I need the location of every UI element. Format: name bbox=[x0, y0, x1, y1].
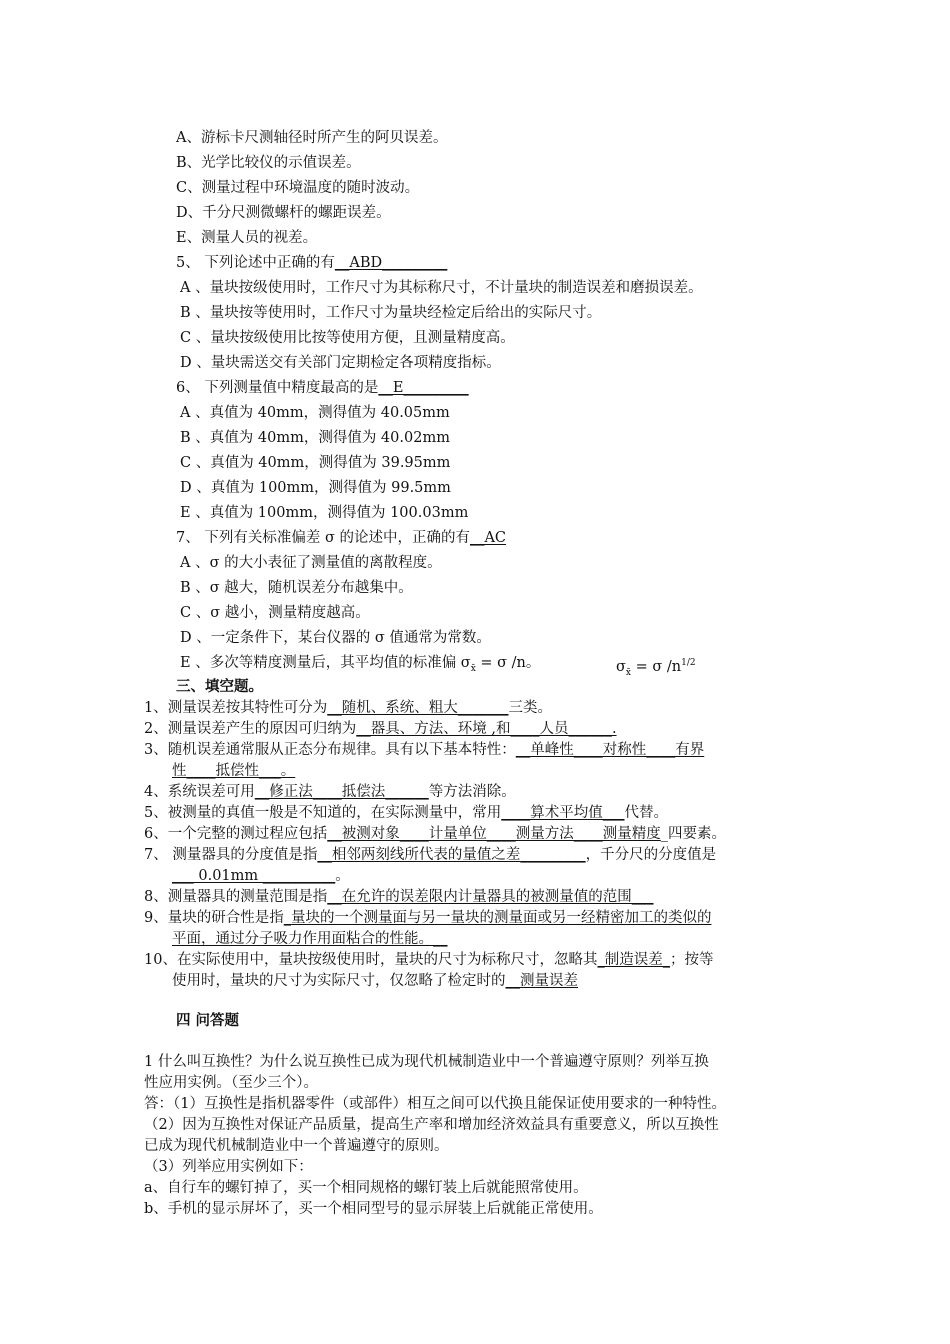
fill-5-pre: 5、被测量的真值一般是不知道的，在实际测量中，常用 bbox=[144, 805, 502, 821]
fill-7-post: ，千分尺的分度值是 bbox=[585, 847, 717, 863]
fill-7-pre: 7、 测量器具的分度值是指 bbox=[144, 847, 318, 863]
fill-10-cont-text: 使用时，量块的尺寸为实际尺寸，仅忽略了检定时的 bbox=[172, 973, 506, 989]
fill-6 bbox=[144, 825, 726, 843]
fill-9-pre: 9、量块的研合性是指 bbox=[144, 910, 284, 926]
fill-2 bbox=[144, 720, 617, 738]
q5-stem bbox=[176, 254, 447, 272]
q7-alt-eq: = σ /n bbox=[630, 659, 682, 675]
q7-option-e-eq: = σ /n。 bbox=[475, 655, 541, 671]
fill-4-post: 等方法消除。 bbox=[428, 784, 516, 800]
fill-7-answer: __相邻两刻线所代表的量值之差_________ bbox=[317, 847, 586, 863]
fill-1-answer: __随机、系统、粗大_______ bbox=[327, 700, 509, 716]
fill-6-post: _四要素。 bbox=[660, 826, 726, 842]
fill-10-answer-2: __测量误差 bbox=[505, 973, 578, 989]
section4-title: 四 问答题 bbox=[176, 1013, 240, 1029]
fill-1-pre: 1、测量误差按其特性可分为 bbox=[144, 700, 328, 716]
fill-10-mid: ；按等 bbox=[669, 952, 714, 968]
fill-5 bbox=[144, 804, 668, 822]
q7-answer: __AC bbox=[469, 530, 507, 546]
q7-alt-exp: 1/2 bbox=[681, 658, 696, 668]
q5-option-d: D 、量块需送交有关部门定期检定各项精度指标。 bbox=[180, 355, 501, 371]
qa1-example-a: a、自行车的螺钉掉了，买一个相同规格的螺钉装上后就能照常使用。 bbox=[144, 1180, 588, 1196]
fill-10-cont bbox=[172, 972, 578, 990]
q6-option-a: A 、真值为 40mm，测得值为 40.05mm bbox=[180, 405, 450, 421]
fill-6-pre: 6、一个完整的测过程应包括 bbox=[144, 826, 328, 842]
fill-3 bbox=[144, 741, 704, 759]
fill-3-answer-cont: 性____抵偿性___。 bbox=[172, 763, 296, 779]
q6-option-c: C 、真值为 40mm，测得值为 39.95mm bbox=[180, 455, 451, 471]
fill-2-answer: __器具、方法、环境 ,和____人员______. bbox=[356, 721, 617, 737]
q7-stem bbox=[176, 529, 506, 547]
q7-option-a: A 、σ 的大小表征了测量值的离散程度。 bbox=[180, 555, 442, 571]
q5-answer: __ABD_________ bbox=[334, 255, 448, 271]
q7-option-e-sub: x̄ bbox=[470, 664, 476, 674]
q6-option-d: D 、真值为 100mm，测得值为 99.5mm bbox=[180, 480, 451, 496]
q7-stem-text: 7、 下列有关标准偏差 σ 的论述中，正确的有 bbox=[176, 530, 470, 546]
fill-4-pre: 4、系统误差可用 bbox=[144, 784, 255, 800]
fill-10 bbox=[144, 951, 713, 969]
fill-4-answer: __修正法____抵偿法______ bbox=[254, 784, 429, 800]
q7-option-c: C 、σ 越小，测量精度越高。 bbox=[180, 605, 370, 621]
fill-3-pre: 3、随机误差通常服从正态分布规律。具有以下基本特性： bbox=[144, 742, 516, 758]
q4-option-d: D、千分尺测微螺杆的螺距误差。 bbox=[176, 205, 391, 221]
q4-option-a: A、游标卡尺测轴径时所产生的阿贝误差。 bbox=[176, 130, 448, 146]
q6-option-e: E 、真值为 100mm，测得值为 100.03mm bbox=[180, 505, 469, 521]
fill-7-answer-cont: ___ 0.01mm __________ bbox=[172, 868, 336, 884]
qa1-answer-2-line1: （2）因为互换性对保证产品质量，提高生产率和增加经济效益具有重要意义，所以互换性 bbox=[144, 1117, 719, 1133]
fill-5-post: 代替。 bbox=[624, 805, 668, 821]
q7-option-d: D 、一定条件下，某台仪器的 σ 值通常为常数。 bbox=[180, 630, 491, 646]
qa1-example-b: b、手机的显示屏坏了，买一个相同型号的显示屏装上后就能正常使用。 bbox=[144, 1201, 603, 1217]
q6-stem bbox=[176, 379, 469, 397]
fill-4 bbox=[144, 783, 516, 801]
q6-option-b: B 、真值为 40mm，测得值为 40.02mm bbox=[180, 430, 450, 446]
fill-7 bbox=[144, 846, 716, 864]
fill-9-answer: _量块的一个测量面与另一量块的测量面或另一经精密加工的类似的 bbox=[283, 910, 712, 926]
fill-3-cont bbox=[172, 762, 295, 780]
fill-3-answer: __单峰性____对称性____有界 bbox=[515, 742, 705, 758]
section3-title: 三、填空题。 bbox=[176, 679, 263, 695]
q7-option-e bbox=[180, 654, 540, 678]
fill-9 bbox=[144, 909, 711, 927]
qa1-question-line2: 性应用实例。（至少三个）。 bbox=[144, 1075, 318, 1091]
fill-7-cont bbox=[172, 867, 350, 885]
q4-option-c: C、测量过程中环境温度的随时波动。 bbox=[176, 180, 420, 196]
q6-stem-text: 6、 下列测量值中精度最高的是 bbox=[176, 380, 379, 396]
qa1-question-line1: 1 什么叫互换性？为什么说互换性已成为现代机械制造业中一个普遍遵守原则？列举互换 bbox=[144, 1054, 709, 1070]
q5-stem-text: 5、 下列论述中正确的有 bbox=[176, 255, 335, 271]
qa1-answer-3: （3）列举应用实例如下： bbox=[144, 1159, 313, 1175]
fill-1 bbox=[144, 699, 552, 717]
fill-9-cont bbox=[172, 930, 448, 948]
fill-2-pre: 2、测量误差产生的原因可归纳为 bbox=[144, 721, 357, 737]
q4-option-e: E、测量人员的视差。 bbox=[176, 230, 318, 246]
fill-7-end: 。 bbox=[335, 868, 350, 884]
q7-option-e-alt bbox=[616, 654, 696, 682]
q7-alt-sub: x̄ bbox=[625, 668, 631, 678]
fill-1-post: 三类。 bbox=[508, 700, 552, 716]
q7-option-e-text: E 、多次等精度测量后，其平均值的标准偏 σ bbox=[180, 655, 471, 671]
q5-option-a: A 、量块按级使用时，工作尺寸为其标称尺寸，不计量块的制造误差和磨损误差。 bbox=[180, 280, 703, 296]
fill-8 bbox=[144, 888, 653, 906]
fill-5-answer: ____算术平均值___ bbox=[501, 805, 625, 821]
fill-9-answer-cont: 平面，通过分子吸力作用面粘合的性能。__ bbox=[172, 931, 448, 947]
qa1-answer-1: 答：（1）互换性是指机器零件（或部件）相互之间可以代换且能保证使用要求的一种特性。 bbox=[144, 1096, 726, 1112]
q7-alt-sigma: σ bbox=[616, 659, 626, 675]
qa1-answer-2-line2: 已成为现代机械制造业中一个普遍遵守的原则。 bbox=[144, 1138, 449, 1154]
q4-option-b: B、光学比较仪的示值误差。 bbox=[176, 155, 361, 171]
fill-8-pre: 8、测量器具的测量范围是指 bbox=[144, 889, 328, 905]
q7-option-b: B 、σ 越大，随机误差分布越集中。 bbox=[180, 580, 413, 596]
q5-option-c: C 、量块按级使用比按等使用方便，且测量精度高。 bbox=[180, 330, 515, 346]
q6-answer: __E_________ bbox=[378, 380, 469, 396]
fill-10-pre: 10、在实际使用中，量块按级使用时，量块的尺寸为标称尺寸，忽略其 bbox=[144, 952, 598, 968]
fill-8-answer: __在允许的误差限内计量器具的被测量值的范围___ bbox=[327, 889, 654, 905]
fill-10-answer-1: _制造误差_ bbox=[597, 952, 670, 968]
fill-6-answer: __被测对象____计量单位____测量方法____测量精度 bbox=[327, 826, 661, 842]
q5-option-b: B 、量块按等使用时，工作尺寸为量块经检定后给出的实际尺寸。 bbox=[180, 305, 602, 321]
